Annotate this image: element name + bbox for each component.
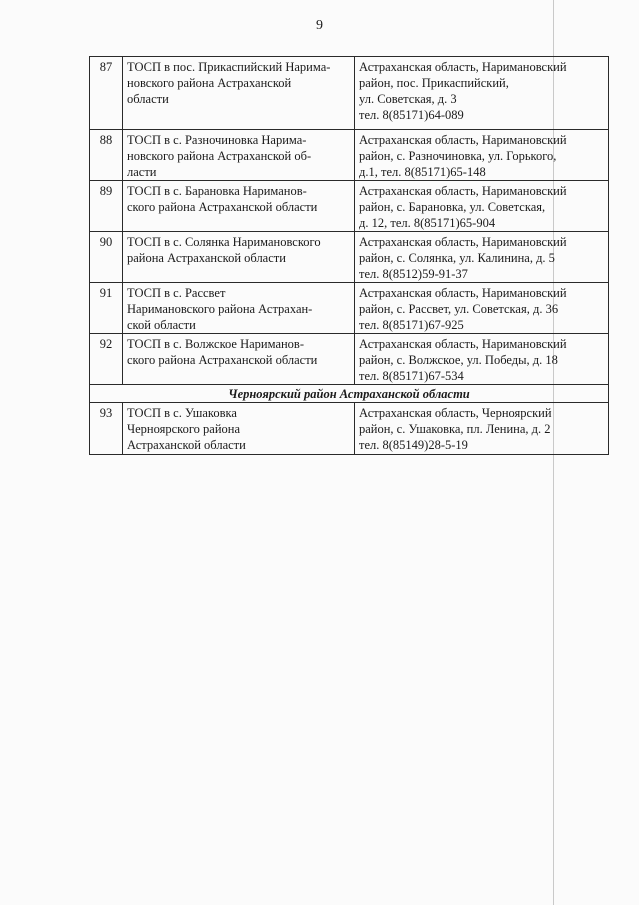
row-number: 88 <box>90 130 123 181</box>
office-name <box>123 232 355 283</box>
address-line: д. 12, тел. 8(85171)65-904 <box>359 216 496 230</box>
address-line: тел. 8(85171)67-925 <box>359 318 464 332</box>
district-header-row <box>90 385 609 403</box>
office-name-line: новского района Астраханской об- <box>127 149 312 163</box>
office-name <box>123 181 355 232</box>
row-number: 93 <box>90 403 123 455</box>
office-name-line: района Астраханской области <box>127 251 286 265</box>
address-line: тел. 8(85171)64-089 <box>359 108 464 122</box>
row-number: 89 <box>90 181 123 232</box>
office-name-line: Астраханской области <box>127 438 246 452</box>
address-line: тел. 8(85171)67-534 <box>359 369 464 383</box>
district-header: Черноярский район Астраханской области <box>90 385 609 403</box>
office-name-line: Наримановского района Астрахан- <box>127 302 313 316</box>
row-number: 90 <box>90 232 123 283</box>
office-name-line: ского района Астраханской области <box>127 353 318 367</box>
table-row <box>90 334 609 385</box>
office-address <box>355 57 609 130</box>
row-number: 92 <box>90 334 123 385</box>
office-name-line: ласти <box>127 165 157 179</box>
office-address <box>355 181 609 232</box>
office-name-line: ТОСП в с. Разночиновка Нарима- <box>127 133 307 147</box>
address-line: район, с. Разночиновка, ул. Горького, <box>359 149 557 163</box>
office-name <box>123 283 355 334</box>
office-name-line: ского района Астраханской области <box>127 200 318 214</box>
table-row <box>90 283 609 334</box>
office-name-line: ТОСП в с. Солянка Наримановского <box>127 235 321 249</box>
office-name-line: ТОСП в с. Ушаковка <box>127 406 237 420</box>
address-line: Астраханская область, Наримановский <box>359 235 567 249</box>
address-line: Астраханская область, Наримановский <box>359 133 567 147</box>
office-address <box>355 130 609 181</box>
address-line: тел. 8(8512)59-91-37 <box>359 267 468 281</box>
address-line: район, с. Рассвет, ул. Советская, д. 36 <box>359 302 559 316</box>
table-row <box>90 232 609 283</box>
office-address <box>355 334 609 385</box>
table-row <box>90 57 609 130</box>
address-line: Астраханская область, Наримановский <box>359 286 567 300</box>
office-address <box>355 283 609 334</box>
address-line: д.1, тел. 8(85171)65-148 <box>359 165 486 179</box>
address-line: район, с. Солянка, ул. Калинина, д. 5 <box>359 251 555 265</box>
address-line: район, с. Волжское, ул. Победы, д. 18 <box>359 353 558 367</box>
address-line: Астраханская область, Наримановский <box>359 337 567 351</box>
office-address <box>355 232 609 283</box>
page-number: 9 <box>316 18 323 33</box>
address-line: Астраханская область, Наримановский <box>359 60 567 74</box>
office-name-line: Черноярского района <box>127 422 241 436</box>
row-number: 87 <box>90 57 123 130</box>
office-name-line: ской области <box>127 318 196 332</box>
office-name <box>123 334 355 385</box>
office-name-line: ТОСП в пос. Прикаспийский Нарима- <box>127 60 331 74</box>
table-row <box>90 181 609 232</box>
address-line: район, пос. Прикаспийский, <box>359 76 509 90</box>
office-name-line: ТОСП в с. Волжское Нариманов- <box>127 337 304 351</box>
address-line: Астраханская область, Черноярский <box>359 406 552 420</box>
office-name <box>123 57 355 130</box>
address-line: район, с. Ушаковка, пл. Ленина, д. 2 <box>359 422 551 436</box>
address-line: ул. Советская, д. 3 <box>359 92 457 106</box>
address-line: Астраханская область, Наримановский <box>359 184 567 198</box>
registry-table <box>89 56 609 455</box>
address-line: район, с. Барановка, ул. Советская, <box>359 200 546 214</box>
address-line: тел. 8(85149)28-5-19 <box>359 438 468 452</box>
table-row <box>90 403 609 455</box>
office-name-line: новского района Астраханской <box>127 76 292 90</box>
office-name <box>123 403 355 455</box>
office-name <box>123 130 355 181</box>
office-name-line: области <box>127 92 169 106</box>
office-address <box>355 403 609 455</box>
table-row <box>90 130 609 181</box>
row-number: 91 <box>90 283 123 334</box>
office-name-line: ТОСП в с. Барановка Нариманов- <box>127 184 307 198</box>
office-name-line: ТОСП в с. Рассвет <box>127 286 226 300</box>
